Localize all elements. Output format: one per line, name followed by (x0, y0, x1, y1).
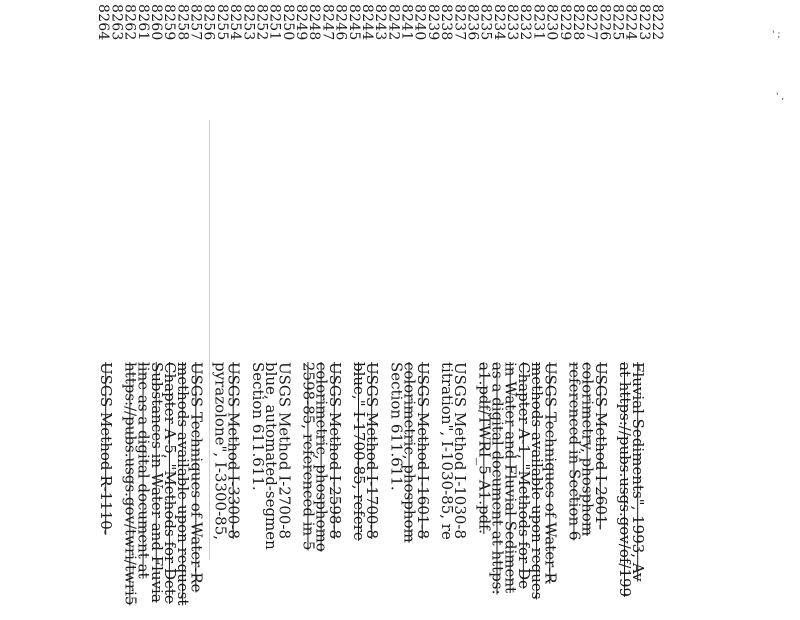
line-number: 8253 (240, 4, 257, 41)
text-line: methods available upon reques (528, 362, 547, 600)
line-number: 8245 (345, 4, 362, 41)
text-line: USGS Method I-1030-8 (451, 362, 470, 540)
line-number: 8248 (306, 4, 323, 41)
text-line: 2598-85, referenced in 5 (299, 362, 318, 551)
line-number: 8222 (649, 4, 666, 41)
text-line: titration", I-1030-85, re (437, 362, 456, 540)
text-line: Chapter A-5, "Methods for Dete (160, 362, 179, 604)
line-number: 8225 (609, 4, 626, 41)
line-number: 8224 (622, 4, 639, 41)
line-number-column (97, 4, 664, 124)
text-line: a1.pdf/TWRI_5-A1.pdf. (475, 362, 494, 534)
line-number: 8242 (385, 4, 402, 41)
text-line: colorimetric, phosphom (400, 362, 419, 543)
line-number: 8232 (517, 4, 534, 41)
line-number: 8263 (108, 4, 125, 41)
line-number: 8233 (504, 4, 520, 41)
line-number: 8254 (227, 4, 244, 41)
line-number: 8262 (121, 4, 138, 41)
text-line: blue, automated-segmen (262, 362, 281, 550)
line-number: 8257 (187, 4, 204, 41)
text-line: USGS Techniques of Water-Re (187, 362, 206, 593)
line-number: 8231 (530, 4, 547, 41)
text-line: USGS Method I-1601-8 (413, 362, 432, 540)
text-line: line as a digital document at (134, 362, 153, 579)
line-number: 8236 (464, 4, 481, 41)
line-number: 8226 (596, 4, 613, 41)
text-line: colorimetric, phosphomo (312, 362, 331, 552)
line-number: 8237 (451, 4, 468, 41)
line-number: 8229 (556, 4, 573, 41)
text-line: USGS Method I-3300-8 (224, 362, 243, 540)
line-number: 8235 (477, 4, 494, 41)
text-line: Chapter A-1, "Methods for De (514, 362, 533, 589)
line-number: 8239 (424, 4, 441, 41)
line-number: 8247 (319, 4, 336, 41)
text-line: referenced in Section 6 (565, 362, 584, 541)
scan-speck: ' , (776, 92, 785, 102)
line-number: 8230 (543, 4, 560, 41)
line-number: 8250 (279, 4, 296, 41)
line-number: 8244 (358, 4, 375, 41)
document-body-text (97, 362, 648, 620)
line-number: 8258 (174, 4, 191, 41)
line-number: 8246 (332, 4, 349, 41)
text-line: USGS Method I-2598-8 (325, 362, 344, 540)
line-number: 8227 (583, 4, 600, 41)
line-number: 8255 (213, 4, 230, 41)
line-number: 8234 (490, 4, 507, 41)
text-line: USGS Method I-1700-8 (363, 362, 382, 540)
line-number: 8240 (411, 4, 428, 41)
text-line: colorimetry, phosphom (578, 362, 597, 537)
text-line: in Water and Fluvial Sediment (501, 362, 520, 594)
text-line: methods available upon request (174, 362, 193, 606)
text-line: as a digital document at https: (488, 362, 507, 595)
line-number: 8251 (266, 4, 283, 41)
line-number: 8223 (635, 4, 652, 41)
line-number: 8264 (95, 4, 112, 41)
line-number: 8252 (253, 4, 270, 41)
line-number: 8260 (147, 4, 164, 41)
line-number: 8238 (438, 4, 455, 41)
text-line: Substances in Water and Fluvia (147, 362, 166, 603)
text-line: USGS Method I-2601- (591, 362, 610, 530)
text-line: USGS Method R-1110- (97, 362, 116, 535)
text-line: Fluvial Sediments", 1993, Av (629, 362, 648, 582)
text-line: Section 611.611. (387, 362, 406, 491)
text-line: https://pubs.usgs.gov/twri/twri5 (121, 362, 140, 606)
text-line: pyrazolone", I-3300-85, (211, 362, 230, 541)
text-line: USGS Method I-2700-8 (275, 362, 294, 540)
line-number: 8228 (569, 4, 586, 41)
line-number: 8241 (398, 4, 415, 41)
text-line: USGS Techniques of Water-R (541, 362, 560, 584)
text-line: Section 611.611. (248, 362, 267, 491)
scan-speck: ' ; (772, 30, 781, 40)
line-number: 8259 (161, 4, 178, 41)
text-line: at https://pubs.usgs.gov/of/199 (616, 362, 634, 598)
line-number: 8261 (134, 4, 151, 41)
line-number: 8256 (200, 4, 217, 41)
line-number: 8249 (293, 4, 309, 41)
line-number: 8243 (372, 4, 389, 41)
text-line: blue," I-1700-85, refere (350, 362, 368, 541)
